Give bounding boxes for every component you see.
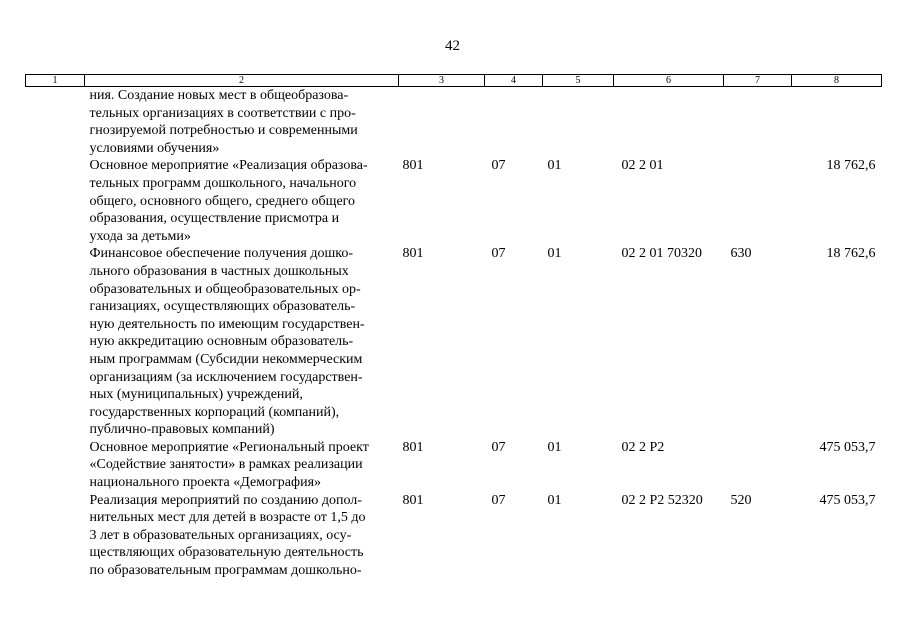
row-description: ния. Создание новых мест в общеобразова- тельных организациях в соответствии с про- гнозируемой потребностью и современными условиями обучения» [89, 88, 358, 156]
row-target-article [614, 87, 724, 158]
row-empty-cell [26, 245, 85, 439]
row-code-ved [399, 87, 485, 158]
row-description: Финансовое обеспечение получения дошко- льного образования в частных дошкольных образовательных и общеобразовательных ор- ганизациях, осуществляющих образователь- ную деятельность по имеющим государствен- ную аккредитацию основным образователь- ным программам (Субсидии некоммерческим организациям (за исключением государствен- ных (муниципальных) учреждений, государственных корпораций (компаний), публично-правовых компаний) [89, 246, 365, 438]
table-row [26, 439, 882, 492]
header-cell-7: 7 [724, 75, 792, 87]
page-number: 42 [445, 38, 460, 54]
row-expense-type [724, 87, 792, 158]
row-empty-cell [26, 87, 85, 158]
row-subsection: 01 [547, 158, 562, 174]
row-code-ved: 801 [402, 158, 424, 174]
header-cell-3: 3 [399, 75, 485, 87]
header-cell-8: 8 [792, 75, 882, 87]
header-cell-6: 6 [614, 75, 724, 87]
table-row [26, 87, 882, 158]
table-row [26, 492, 882, 580]
row-empty-cell [26, 439, 85, 492]
row-expense-type [724, 157, 792, 245]
row-amount: 475 053,7 [819, 439, 876, 455]
header-row [26, 75, 882, 87]
row-target-article: 02 2 01 70320 [621, 246, 702, 262]
table-row [26, 157, 882, 245]
row-subsection: 01 [547, 439, 562, 455]
row-subsection [543, 87, 614, 158]
row-subsection: 01 [547, 246, 562, 262]
row-amount: 18 762,6 [826, 246, 876, 262]
row-expense-type: 630 [730, 246, 752, 262]
row-target-article: 02 2 Р2 52320 [621, 492, 703, 508]
header-cell-5: 5 [543, 75, 614, 87]
budget-table [25, 74, 882, 580]
row-code-ved: 801 [402, 246, 424, 262]
row-amount: 18 762,6 [826, 158, 876, 174]
row-amount: 475 053,7 [819, 492, 876, 508]
row-code-ved: 801 [402, 439, 424, 455]
table-row [26, 245, 882, 439]
row-empty-cell [26, 157, 85, 245]
row-target-article: 02 2 01 [621, 158, 664, 174]
header-cell-1: 1 [26, 75, 85, 87]
header-cell-2: 2 [85, 75, 399, 87]
row-amount [792, 87, 882, 158]
row-code-ved: 801 [402, 492, 424, 508]
header-cell-4: 4 [485, 75, 543, 87]
row-section: 07 [491, 439, 506, 455]
row-target-article: 02 2 Р2 [621, 439, 665, 455]
row-section: 07 [491, 158, 506, 174]
row-expense-type: 520 [730, 492, 752, 508]
row-description: Основное мероприятие «Реализация образова- тельных программ дошкольного, начального общего, основного общего, среднего общего образования, осуществление присмотра и ухода за детьми» [89, 158, 368, 244]
row-expense-type [724, 439, 792, 492]
row-empty-cell [26, 492, 85, 580]
row-section: 07 [491, 492, 506, 508]
row-section: 07 [491, 246, 506, 262]
row-section [485, 87, 543, 158]
row-description: Реализация мероприятий по созданию допол- нительных мест для детей в возрасте от 1,5 до 3 лет в образовательных организациях, осу- ществляющих образовательную деятельность по образовательным программам дошкольно- [89, 492, 366, 579]
row-subsection: 01 [547, 492, 562, 508]
row-description: Основное мероприятие «Региональный проект «Содействие занятости» в рамках реализации национального проекта «Демография» [89, 439, 369, 491]
